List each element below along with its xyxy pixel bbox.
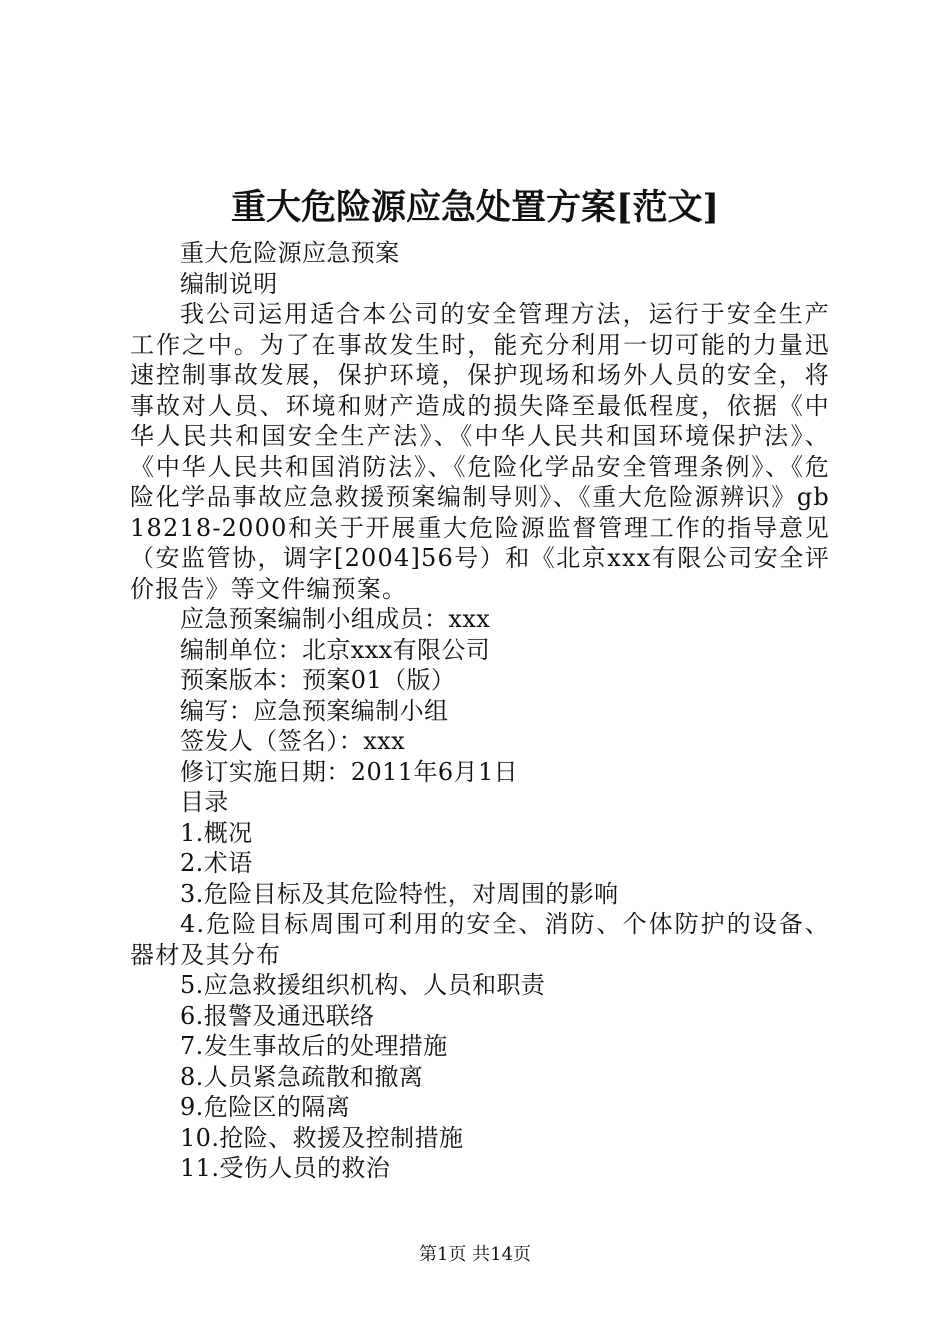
paragraph-author: 编写：应急预案编制小组: [180, 696, 449, 725]
paragraph-date: 修订实施日期：2011年6月1日: [180, 757, 519, 786]
paragraph-signer: 签发人（签名）：xxx: [180, 727, 406, 755]
paragraph-unit: 编制单位：北京xxx有限公司: [180, 635, 491, 664]
toc-item: 4.危险目标周围可利用的安全、消防、个体防护的设备、器材及其分布: [130, 910, 830, 969]
page-number: 第1页 共14页: [418, 1244, 532, 1265]
paragraph-section-label: 编制说明: [180, 269, 278, 298]
paragraph-version: 预案版本：预案01（版）: [180, 666, 456, 694]
paragraph-heading: 重大危险源应急预案: [180, 239, 400, 267]
toc-heading: 目录: [180, 788, 229, 816]
paragraph-intro: 我公司运用适合本公司的安全管理方法，运行于安全生产工作之中。为了在事故发生时，能充分利用一切可能的力量迅速控制事故发展，保护环境，保护现场和场外人员的安全，将事故对人员、环境和财产造成的损失降至最低程度，依据《中华人民共和国安全生产法》、《中华人民共和国环境保护法》、《中华人民共和国消防法》、《危险化学品安全管理条例》、《危险化学品事故应急救援预案编制导则》、《重大危险源辨识》gb18218-2000和关于开展重大危险源监督管理工作的指导意见（安监管协，调字[2004]56号）和《北京xxx有限公司安全评价报告》等文件编预案。: [130, 300, 830, 603]
toc-item: 1.概况: [180, 818, 253, 847]
toc-item: 5.应急救援组织机构、人员和职责: [180, 971, 546, 999]
document-body: [130, 238, 830, 1184]
document-title: 重大危险源应急处置方案[范文]: [230, 187, 720, 228]
toc-item: 11.受伤人员的救治: [180, 1154, 391, 1182]
toc-item: 3.危险目标及其危险特性，对周围的影响: [180, 879, 619, 908]
toc-item: 6.报警及通迅联络: [180, 1001, 375, 1030]
toc-item: 7.发生事故后的处理措施: [180, 1032, 448, 1060]
toc-item: 9.危险区的隔离: [180, 1093, 351, 1121]
toc-item: 2.术语: [180, 849, 253, 877]
toc-item: 8.人员紧急疏散和撤离: [180, 1062, 424, 1091]
paragraph-members: 应急预案编制小组成员：xxx: [180, 605, 491, 633]
toc-item: 10.抢险、救援及控制措施: [180, 1123, 464, 1152]
